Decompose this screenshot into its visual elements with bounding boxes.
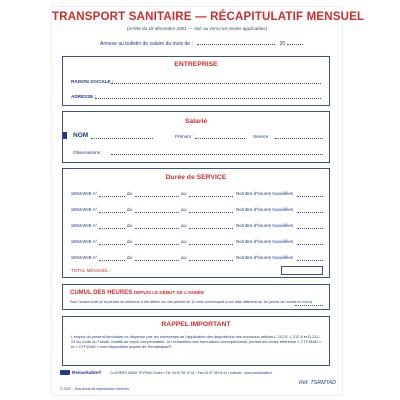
au-field[interactable] (189, 228, 233, 229)
du-label: du (127, 191, 133, 196)
rappel-text: L'emploi du présent formulaire ne dispense pas les entreprises de l'application des dispositions des nouveaux articles L.212-5, L.212-9 et D.212-22 du Code du Travail, relatifs au repos compensateur. Un échantillon des formulaires correspondants, portant les codes référence « CTF18AD » et « CTF19AD » sont disponibles auprès de Remarkable® (71, 334, 321, 350)
heures-field[interactable] (297, 212, 323, 213)
au-field[interactable] (189, 196, 233, 197)
semaine-number-field[interactable] (99, 228, 125, 229)
entreprise-section (62, 56, 330, 106)
service-field[interactable] (275, 138, 323, 139)
du-field[interactable] (135, 212, 179, 213)
cumul-description: Pour l'année civile (si la période de référence a été définie sur une période de 12 mois commençant à une date différente du 1er janvier de l'année en cours) (70, 300, 313, 304)
nom-label: NOM (73, 132, 89, 139)
du-field[interactable] (135, 196, 179, 197)
du-label: du (127, 207, 133, 212)
annex-label: Annexe au bulletin de salaire du mois de : (100, 41, 193, 47)
du-label: du (127, 239, 133, 244)
total-mensuel-field[interactable] (281, 266, 323, 275)
month-field[interactable] (197, 44, 275, 45)
observations-field[interactable] (111, 154, 323, 155)
heures-label: Nombre d'heures travaillées (236, 207, 294, 212)
heures-field[interactable] (297, 196, 323, 197)
heures-field[interactable] (297, 260, 323, 261)
footer-address: CLAPIERS 34830 TEYRAN Cedex • Tél. 04 67 55 12 91 • Fax 04 67 55 04 04 • internet : www.remarkable.fr (110, 371, 273, 375)
du-label: du (127, 223, 133, 228)
year-prefix: 20 (279, 41, 286, 47)
semaine-row (63, 255, 329, 264)
du-field[interactable] (135, 260, 179, 261)
adresse-field[interactable] (95, 98, 321, 99)
semaine-row (63, 239, 329, 248)
au-label: au (181, 223, 187, 228)
prenom-label: Prénom : (175, 134, 194, 139)
annex-line (100, 41, 303, 47)
cumul-title-sub: DEPUIS LE DÉBUT DE L'ANNÉE (133, 290, 205, 295)
entreprise-title: ENTREPRISE (174, 61, 218, 68)
observations-label: Observations : (73, 150, 103, 155)
brand-mark-icon (60, 370, 70, 375)
du-label: du (127, 255, 133, 260)
heures-field[interactable] (297, 228, 323, 229)
heures-label: Nombre d'heures travaillées (236, 191, 294, 196)
heures-field[interactable] (297, 244, 323, 245)
year-field[interactable] (287, 44, 303, 45)
total-mensuel-label: TOTAL MENSUEL : (71, 268, 112, 273)
raison-sociale-field[interactable] (111, 83, 321, 84)
au-label: au (181, 207, 187, 212)
rappel-title: RAPPEL IMPORTANT (161, 321, 231, 328)
duree-section (62, 168, 330, 278)
semaine-row (63, 223, 329, 232)
brand-name: Remarkable® (72, 370, 102, 375)
salarie-title: Salarié (184, 118, 208, 125)
duree-title: Durée de SERVICE (165, 174, 227, 181)
cumul-title (70, 290, 204, 296)
heures-label: Nombre d'heures travaillées (236, 255, 294, 260)
au-field[interactable] (189, 212, 233, 213)
semaine-label: SEMAINE n° (71, 191, 98, 196)
semaine-number-field[interactable] (99, 212, 125, 213)
semaine-number-field[interactable] (99, 196, 125, 197)
semaine-label: SEMAINE n° (71, 223, 98, 228)
rappel-section (62, 316, 330, 366)
heures-label: Nombre d'heures travaillées (236, 223, 294, 228)
copyright-notice: © 2002 - Tous droits de reproduction réservés (60, 387, 129, 391)
adresse-label: ADRESSE : (71, 94, 97, 99)
du-field[interactable] (135, 228, 179, 229)
au-label: au (181, 239, 187, 244)
au-field[interactable] (189, 260, 233, 261)
au-field[interactable] (189, 244, 233, 245)
semaine-number-field[interactable] (99, 260, 125, 261)
cumul-section (62, 284, 330, 310)
semaine-label: SEMAINE n° (71, 207, 98, 212)
raison-sociale-label: RAISON SOCIALE : (71, 79, 114, 84)
service-label: Service : (253, 134, 271, 139)
semaine-number-field[interactable] (99, 244, 125, 245)
semaine-row (63, 191, 329, 200)
heures-label: Nombre d'heures travaillées (236, 239, 294, 244)
semaine-label: SEMAINE n° (71, 255, 98, 260)
du-field[interactable] (135, 244, 179, 245)
brand-logo (60, 370, 101, 375)
cumul-field[interactable] (295, 305, 323, 306)
form-sheet (52, 7, 365, 395)
semaine-row (63, 207, 329, 216)
form-title: TRANSPORT SANITAIRE — RÉCAPITULATIF MENSUEL (52, 11, 365, 23)
prenom-field[interactable] (195, 138, 245, 139)
nom-marker (63, 132, 67, 139)
nom-field[interactable] (91, 138, 153, 139)
au-label: au (181, 191, 187, 196)
form-subtitle: (Arrêté du 18 décembre 2001 — Voir au verso les textes applicables) (126, 26, 268, 31)
cumul-title-main: CUMUL DES HEURES (70, 290, 133, 296)
salarie-section (62, 111, 330, 163)
au-label: au (181, 255, 187, 260)
semaine-label: SEMAINE n° (71, 239, 98, 244)
form-reference: Réf. TSRMTAD (298, 380, 336, 386)
